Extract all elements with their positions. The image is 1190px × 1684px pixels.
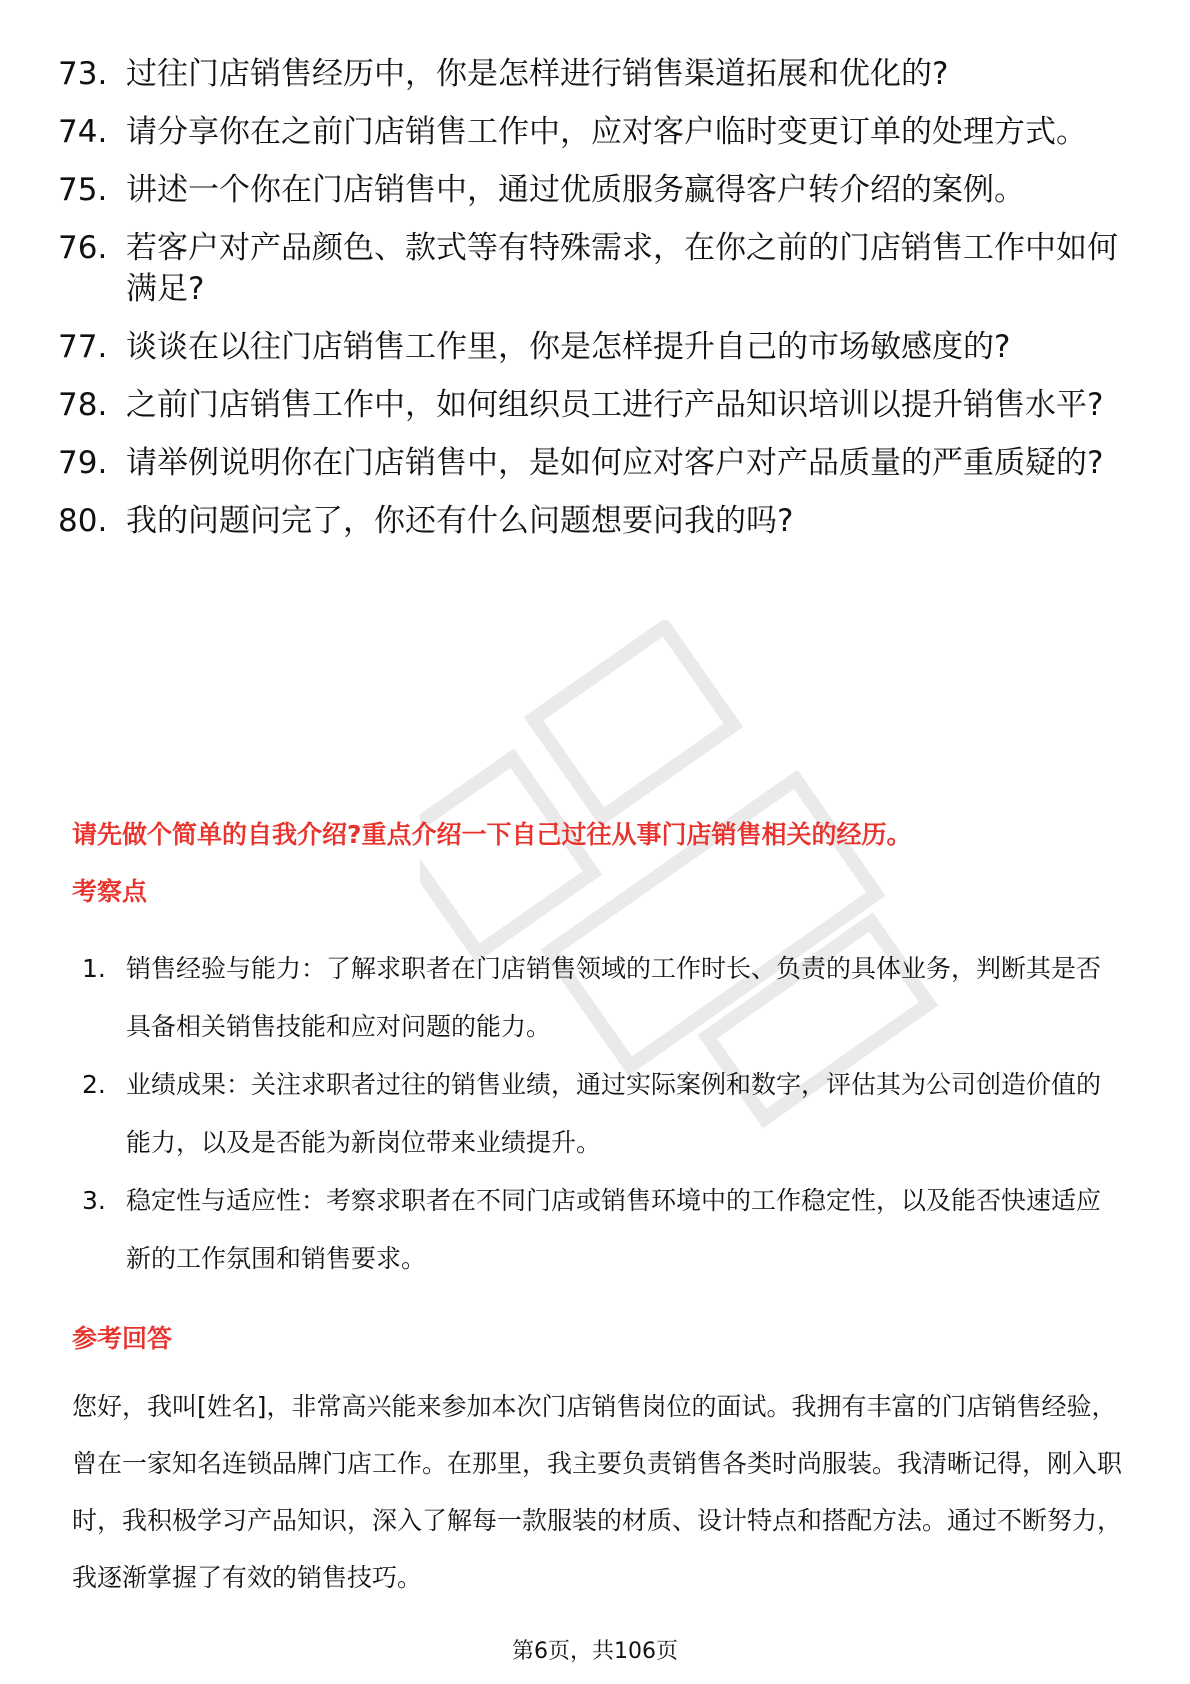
reference-answer-text: 您好，我叫[姓名]，非常高兴能来参加本次门店销售岗位的面试。我拥有丰富的门店销售经验，曾在一家知名连锁品牌门店工作。在那里，我主要负责销售各类时尚服装。我清晰记得，刚入职时，我积极学习产品知识，深入了解每一款服装的材质、设计特点和搭配方法。通过不断努力，我逐渐掌握了有效的销售技巧。 <box>72 1392 1123 1592</box>
assessment-title: 考察点 <box>72 877 148 906</box>
question-text: 过往门店销售经历中，你是怎样进行销售渠道拓展和优化的? <box>126 56 949 92</box>
point-text: 稳定性与适应性：考察求职者在不同门店或销售环境中的工作稳定性，以及能否快速适应新的工作氛围和销售要求。 <box>126 1186 1102 1273</box>
question-number: 75. <box>58 172 108 208</box>
question-item <box>58 501 1118 542</box>
question-number: 78. <box>58 387 108 423</box>
question-text: 我的问题问完了，你还有什么问题想要问我的吗? <box>126 503 794 539</box>
point-text: 业绩成果：关注求职者过往的销售业绩，通过实际案例和数字，评估其为公司创造价值的能力，以及是否能为新岗位带来业绩提升。 <box>126 1070 1102 1157</box>
question-list <box>58 54 1118 559</box>
focus-question-heading: 请先做个简单的自我介绍?重点介绍一下自己过往从事门店销售相关的经历。 <box>72 820 912 849</box>
page-footer: 第6页，共106页 <box>512 1639 678 1664</box>
question-item <box>58 443 1118 484</box>
question-item <box>58 170 1118 211</box>
assessment-points <box>82 940 1122 1288</box>
question-item <box>58 228 1118 310</box>
question-text: 请分享你在之前门店销售工作中，应对客户临时变更订单的处理方式。 <box>126 114 1087 150</box>
question-number: 73. <box>58 56 108 92</box>
question-number: 80. <box>58 503 108 539</box>
question-text: 谈谈在以往门店销售工作里，你是怎样提升自己的市场敏感度的? <box>126 329 1011 365</box>
question-text: 若客户对产品颜色、款式等有特殊需求，在你之前的门店销售工作中如何满足? <box>126 230 1118 307</box>
question-item <box>58 327 1118 368</box>
question-number: 74. <box>58 114 108 150</box>
question-text: 之前门店销售工作中，如何组织员工进行产品知识培训以提升销售水平? <box>126 387 1104 423</box>
question-item <box>58 54 1118 95</box>
point-number: 1. <box>82 954 106 983</box>
question-text: 请举例说明你在门店销售中，是如何应对客户对产品质量的严重质疑的? <box>126 445 1104 481</box>
question-number: 79. <box>58 445 108 481</box>
reference-answer-title: 参考回答 <box>72 1324 173 1353</box>
assessment-point <box>82 1172 1122 1288</box>
question-item <box>58 385 1118 426</box>
question-item <box>58 112 1118 153</box>
assessment-point <box>82 940 1122 1056</box>
question-number: 77. <box>58 329 108 365</box>
assessment-point <box>82 1056 1122 1172</box>
point-number: 2. <box>82 1070 106 1099</box>
point-number: 3. <box>82 1186 106 1215</box>
question-text: 讲述一个你在门店销售中，通过优质服务赢得客户转介绍的案例。 <box>126 172 1025 208</box>
point-text: 销售经验与能力：了解求职者在门店销售领域的工作时长、负责的具体业务，判断其是否具备相关销售技能和应对问题的能力。 <box>126 954 1102 1041</box>
question-number: 76. <box>58 230 108 266</box>
